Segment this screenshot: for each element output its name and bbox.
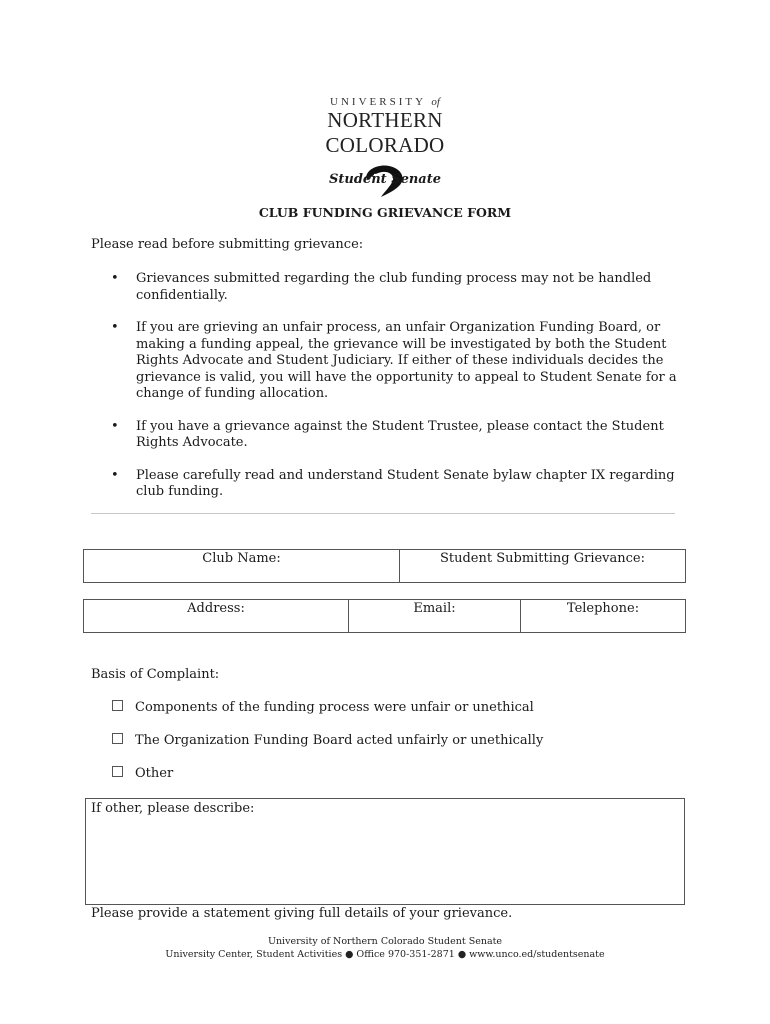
- club-info-table: [83, 549, 686, 583]
- contact-info-table: [83, 599, 686, 633]
- bullet-icon: •: [111, 467, 119, 483]
- other-description-field[interactable]: If other, please describe:: [85, 798, 685, 905]
- option-unfair-board[interactable]: The Organization Funding Board acted unfairly or unethically: [112, 733, 543, 748]
- footer: [0, 935, 770, 961]
- email-field[interactable]: Email:: [349, 600, 521, 633]
- footer-line: University of Northern Colorado Student Senate: [267, 936, 503, 947]
- option-other[interactable]: Other: [112, 766, 173, 781]
- address-field[interactable]: Address:: [84, 600, 349, 633]
- student-name-field[interactable]: Student Submitting Grievance:: [400, 550, 686, 583]
- club-name-field[interactable]: Club Name:: [84, 550, 400, 583]
- bullet-icon: •: [111, 271, 119, 286]
- institution-name: NORTHERN COLORADO: [325, 108, 445, 157]
- divider: [91, 513, 675, 514]
- footer-contact: University Center, Student Activities ● Office 970-351-2871 ● www.unco.ed/studentsenate: [165, 949, 605, 960]
- checkbox[interactable]: [112, 700, 123, 711]
- university-line: UNIVERSITY of: [330, 96, 440, 108]
- statement-label: Please provide a statement giving full details of your grievance.: [91, 906, 513, 921]
- list-item: • If you have a grievance against the Student Trustee, please contact the Student Rights Advocate.: [111, 418, 664, 450]
- form-title: CLUB FUNDING GRIEVANCE FORM: [258, 205, 512, 220]
- list-item: • Grievances submitted regarding the club funding process may not be handled confidentially.: [111, 271, 652, 303]
- list-item: • If you are grieving an unfair process, an unfair Organization Funding Board, or making a funding appeal, the grievance will be investigated by both the Student Rights Advocate and Student Judiciary. If either of these individuals decides the grievance is valid, you will have the opportunity to appeal to Student Senate for a change of funding allocation.: [111, 320, 677, 401]
- instruction-list: [91, 271, 691, 517]
- telephone-field[interactable]: Telephone:: [521, 600, 686, 633]
- option-unfair-process[interactable]: Components of the funding process were unfair or unethical: [112, 700, 534, 715]
- basis-label: Basis of Complaint:: [91, 667, 220, 682]
- checkbox[interactable]: [112, 766, 123, 777]
- list-item: • Please carefully read and understand Student Senate bylaw chapter IX regarding club funding.: [111, 467, 675, 499]
- bullet-icon: •: [111, 418, 119, 434]
- intro-text: Please read before submitting grievance:: [91, 237, 364, 252]
- checkbox[interactable]: [112, 733, 123, 744]
- org-name: Student Senate: [329, 172, 441, 187]
- bullet-icon: •: [111, 320, 119, 335]
